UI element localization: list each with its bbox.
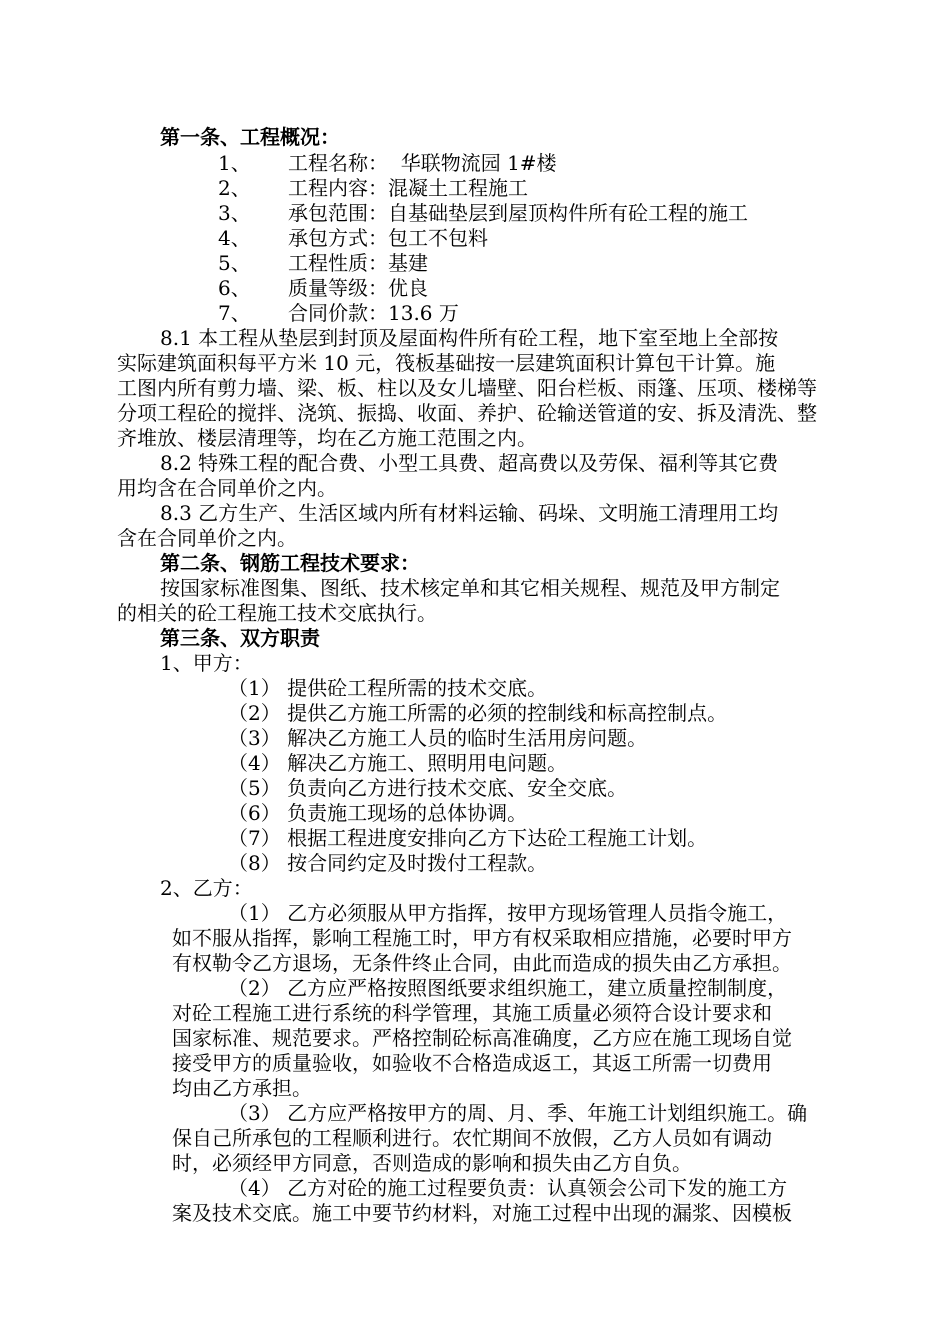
section-2-line: 的相关的砼工程施工技术交底执行。: [117, 601, 437, 625]
party-b-duty-line: 时，必须经甲方同意，否则造成的影响和损失由乙方自负。: [172, 1151, 692, 1175]
party-b-duty-line: （1） 乙方必须服从甲方指挥，按甲方现场管理人员指令施工，: [228, 901, 788, 925]
section-1-heading: 第一条、工程概况：: [160, 125, 340, 149]
party-b-label: 2、乙方：: [160, 876, 253, 900]
party-a-duty: （8） 按合同约定及时拨付工程款。: [228, 851, 548, 875]
party-b-duty-line: 案及技术交底。施工中要节约材料，对施工过程中出现的漏浆、因模板: [172, 1201, 792, 1225]
section-2-heading: 第二条、钢筋工程技术要求：: [160, 551, 420, 575]
party-a-duty: （7） 根据工程进度安排向乙方下达砼工程施工计划。: [228, 826, 708, 850]
clause-8-1-line: 8.1 本工程从垫层到封顶及屋面构件所有砼工程，地下室至地上全部按: [160, 326, 779, 350]
party-b-duty-line: 接受甲方的质量验收，如验收不合格造成返工，其返工所需一切费用: [172, 1051, 772, 1075]
party-a-duty: （2） 提供乙方施工所需的必须的控制线和标高控制点。: [228, 701, 728, 725]
party-b-duty-line: 有权勒令乙方退场，无条件终止合同，由此而造成的损失由乙方承担。: [172, 951, 792, 975]
party-b-duty-line: 均由乙方承担。: [172, 1076, 312, 1100]
clause-8-3-line: 8.3 乙方生产、生活区域内所有材料运输、码垛、文明施工清理用工均: [160, 501, 779, 525]
item-text: 工程内容：混凝土工程施工: [288, 176, 528, 200]
overview-item-5: [218, 250, 428, 276]
item-text: 合同价款：13.6 万: [288, 301, 459, 325]
overview-item-7: [218, 300, 459, 326]
overview-item-1: [218, 150, 557, 176]
party-a-duty: （6） 负责施工现场的总体协调。: [228, 801, 528, 825]
party-a-label: 1、甲方：: [160, 651, 253, 675]
party-b-duty-line: 保自己所承包的工程顺利进行。农忙期间不放假，乙方人员如有调动: [172, 1126, 772, 1150]
clause-8-1-line: 齐堆放、楼层清理等，均在乙方施工范围之内。: [117, 426, 537, 450]
item-text: 工程性质：基建: [288, 251, 428, 275]
section-2-line: 按国家标准图集、图纸、技术核定单和其它相关规程、规范及甲方制定: [160, 576, 780, 600]
overview-item-3: [218, 200, 748, 226]
clause-8-3-line: 含在合同单价之内。: [117, 526, 297, 550]
item-number: 2、: [218, 176, 251, 200]
item-text: 承包方式：包工不包料: [288, 226, 488, 250]
party-b-duty-line: （2） 乙方应严格按照图纸要求组织施工，建立质量控制制度，: [228, 976, 788, 1000]
item-number: 1、: [218, 151, 251, 175]
party-b-duty-line: （4） 乙方对砼的施工过程要负责：认真领会公司下发的施工方: [228, 1176, 788, 1200]
overview-item-2: [218, 175, 528, 201]
party-b-duty-line: 国家标准、规范要求。严格控制砼标高准确度，乙方应在施工现场自觉: [172, 1026, 792, 1050]
party-b-duty-line: （3） 乙方应严格按甲方的周、月、季、年施工计划组织施工。确: [228, 1101, 808, 1125]
clause-8-1-line: 工图内所有剪力墙、梁、板、柱以及女儿墙壁、阳台栏板、雨篷、压项、楼梯等: [117, 376, 817, 400]
clause-8-1-line: 实际建筑面积每平方米 10 元，筏板基础按一层建筑面积计算包干计算。施: [117, 351, 776, 375]
clause-8-1-line: 分项工程砼的搅拌、浇筑、振捣、收面、养护、砼输送管道的安、拆及清洗、整: [117, 401, 817, 425]
overview-item-6: [218, 275, 428, 301]
party-a-duty: （1） 提供砼工程所需的技术交底。: [228, 676, 548, 700]
party-b-duty-line: 如不服从指挥，影响工程施工时，甲方有权采取相应措施，必要时甲方: [172, 926, 792, 950]
item-text: 承包范围：自基础垫层到屋顶构件所有砼工程的施工: [288, 201, 748, 225]
item-number: 6、: [218, 276, 251, 300]
clause-8-2-line: 8.2 特殊工程的配合费、小型工具费、超高费以及劳保、福利等其它费: [160, 451, 779, 475]
item-number: 7、: [218, 301, 251, 325]
party-a-duty: （4） 解决乙方施工、照明用电问题。: [228, 751, 568, 775]
item-number: 3、: [218, 201, 251, 225]
item-number: 4、: [218, 226, 251, 250]
clause-8-2-line: 用均含在合同单价之内。: [117, 476, 337, 500]
overview-item-4: [218, 225, 488, 251]
item-text: 质量等级：优良: [288, 276, 428, 300]
party-b-duty-line: 对砼工程施工进行系统的科学管理，其施工质量必须符合设计要求和: [172, 1001, 772, 1025]
party-a-duty: （5） 负责向乙方进行技术交底、安全交底。: [228, 776, 628, 800]
item-text: 工程名称： 华联物流园 1#楼: [288, 151, 557, 175]
item-number: 5、: [218, 251, 251, 275]
party-a-duty: （3） 解决乙方施工人员的临时生活用房问题。: [228, 726, 648, 750]
section-3-heading: 第三条、双方职责: [160, 626, 320, 650]
